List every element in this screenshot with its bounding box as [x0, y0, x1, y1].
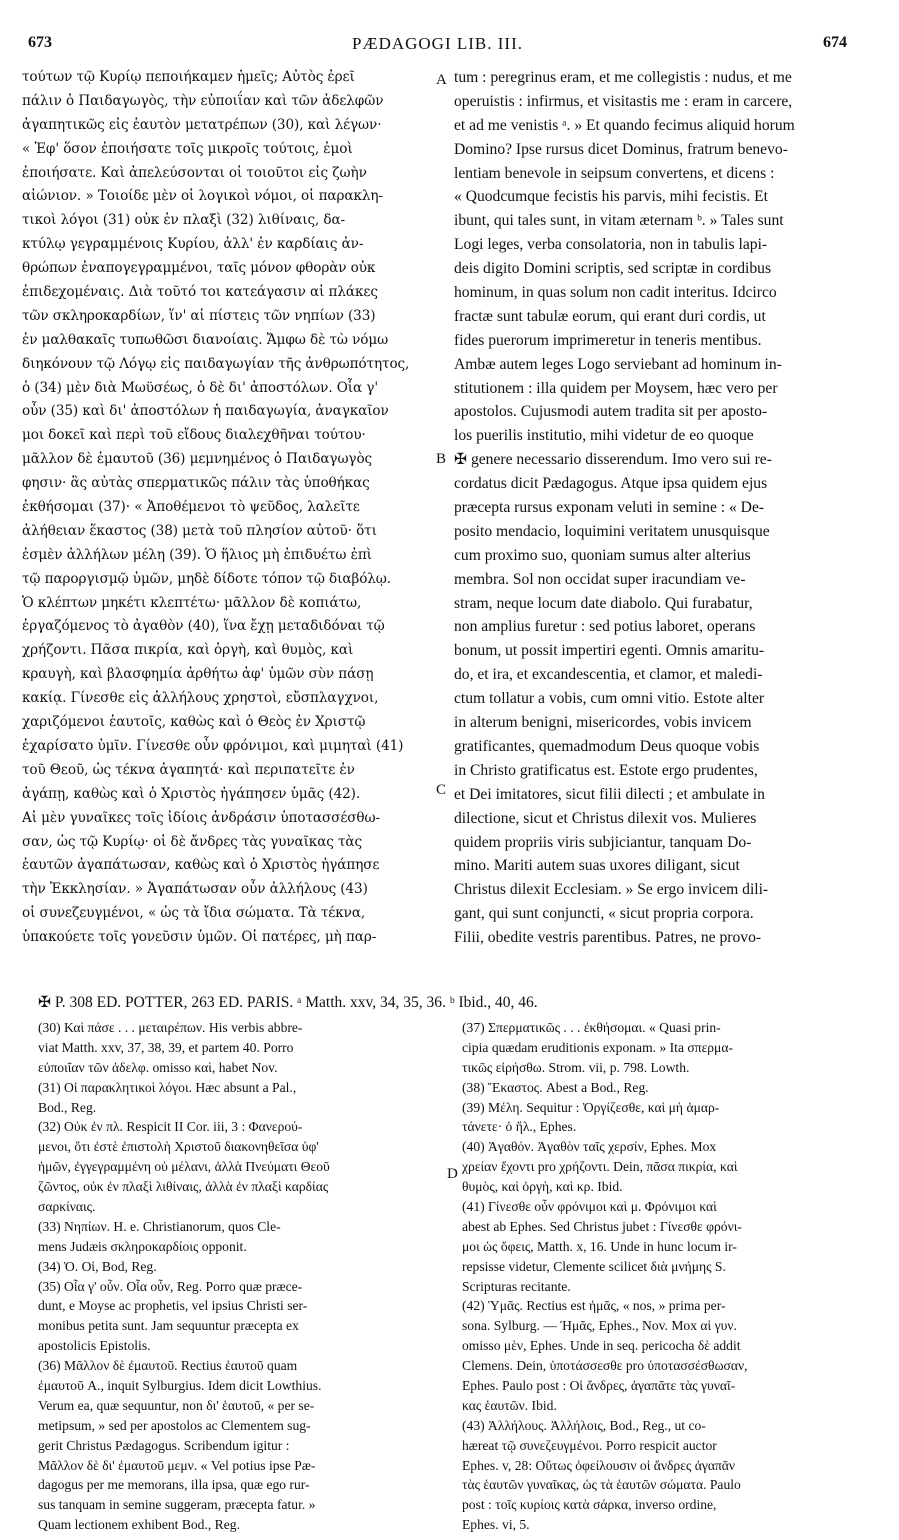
latin-text-line: Filii, obedite vestris parentibus. Patres, ne provo- — [454, 929, 762, 947]
greek-text-line: ἐργαζόμενος τὸ ἀγαθὸν (40), ἵνα ἔχῃ μεταδιδόναι τῷ — [22, 618, 385, 635]
greek-text-line: ἐπιδεχομέναις. Διὰ τοῦτό τοι κατεάγασιν αἱ πλάκες — [22, 284, 378, 301]
greek-text-line: κακίᾳ. Γίνεσθε εἰς ἀλλήλους χρηστοὶ, εὔσπλαγχνοι, — [22, 690, 379, 707]
latin-text-line: dilectione, sicut et Christus dilexit vos. Mulieres — [454, 809, 757, 827]
greek-text-line: ἐκθήσομαι (37)· « Ἀποθέμενοι τὸ ψεῦδος, λαλεῖτε — [22, 499, 360, 516]
right-page-number: 674 — [823, 34, 847, 51]
latin-text-line: hominum, in quas solum non cadit interitus. Idcirco — [454, 284, 777, 302]
note-line: (36) Μᾶλλον δὲ ἐμαυτοῦ. Rectius ἑαυτοῦ quam — [38, 1358, 298, 1374]
note-line: (41) Γίνεσθε οὖν φρόνιμοι καὶ μ. Φρόνιμοι καὶ — [462, 1199, 717, 1215]
greek-text-line: ἀγάπῃ, καθὼς καὶ ὁ Χριστὸς ἠγάπησεν ὑμᾶς (42). — [22, 785, 361, 802]
greek-text-line: τικοὶ λόγοι (31) οὐκ ἐν πλαξὶ (32) λιθίναις, δα- — [22, 212, 346, 229]
margin-marker-d: D — [447, 1166, 458, 1182]
note-line: dagogus per me memorans, illa ipsa, quæ ego rur- — [38, 1477, 310, 1493]
note-line: repsisse videtur, Clemente scilicet διὰ μνήμης S. — [462, 1258, 726, 1274]
greek-text-line: ἐποιήσατε. Καὶ ἀπελεύσονται οἱ τοιοῦτοι εἰς ζωὴν — [22, 164, 367, 181]
note-line: (39) Μέλη. Sequitur : Ὀργίζεσθε, καὶ μὴ ἁμαρ- — [462, 1099, 720, 1115]
latin-text-line: non amplius furetur : sed potius laboret, operans — [454, 618, 756, 636]
latin-text-line: deis digito Domini scriptis, sed scriptæ in cordibus — [454, 260, 772, 278]
greek-text-line: ὑπακούετε τοῖς γονεῦσιν ὑμῶν. Οἱ πατέρες, μὴ παρ- — [22, 929, 377, 946]
greek-text-column — [22, 66, 428, 950]
page-header — [28, 34, 847, 58]
greek-text-line: τούτων τῷ Κυρίῳ πεποιήκαμεν ἡμεῖς; Αὐτὸς ἐρεῖ — [22, 69, 355, 85]
greek-text-line: κραυγὴ, καὶ βλασφημία ἀρθήτω ἀφ' ὑμῶν σὺν πάσῃ — [22, 666, 374, 683]
latin-text-line: posito mendacio, loquimini veritatem unusquisque — [454, 522, 770, 540]
note-line: Ephes. vi, 5. — [462, 1517, 530, 1533]
note-line: Ephes. v, 28: Οὕτως ὀφείλουσιν οἱ ἄνδρες ἀγαπᾶν — [462, 1457, 736, 1473]
notes-left-column — [38, 1018, 442, 1535]
note-line: (40) Ἀγαθόν. Ἀγαθὸν ταῖς χερσίν, Ephes. Mox — [462, 1139, 717, 1155]
note-line: apostolicis Epistolis. — [38, 1338, 151, 1354]
note-line: Μᾶλλον δὲ δι' ἐμαυτοῦ μεμν. « Vel potius ipse Pæ- — [38, 1457, 316, 1473]
greek-text-line: ἐχαρίσατο ὑμῖν. Γίνεσθε οὖν φρόνιμοι, καὶ μιμηταὶ (41) — [22, 737, 404, 754]
latin-text-line: ✠ genere necessario disserendum. Imo vero sui re- — [454, 451, 772, 469]
note-line: θυμὸς, καὶ ὀργὴ, καὶ κρ. Ibid. — [462, 1179, 623, 1195]
greek-text-line: τοῦ Θεοῦ, ὡς τέκνα ἀγαπητά· καὶ περιπατεῖτε ἐν — [22, 761, 355, 778]
latin-text-line: operuistis : infirmus, et visitastis me : eram in carcere, — [454, 92, 793, 110]
note-line: (32) Οὐκ ἐν πλ. Respicit II Cor. iii, 3 : Φανερού- — [38, 1119, 303, 1135]
latin-text-line: Logi leges, verba consolatoria, non in tabulis lapi- — [454, 236, 768, 254]
latin-text-line: Domino? Ipse rursus dicet Dominus, fratrum benevo- — [454, 140, 788, 158]
margin-marker-c: C — [436, 782, 447, 798]
note-line: (42) Ὑμᾶς. Rectius est ἡμᾶς, « nos, » prima per- — [462, 1298, 726, 1314]
greek-text-line: ἐν μαλθακαῖς τυπωθῶσι διανοίαις. Ἄμφω δὲ τὼ νόμω — [22, 331, 389, 348]
latin-text-line: præcepta rursus exponam veluti in semine : « De- — [454, 499, 765, 517]
latin-text-line: in Christo gratificatus est. Estote ergo prudentes, — [454, 761, 758, 779]
note-line: Verum ea, quæ sequuntur, non δι' ἑαυτοῦ, « per se- — [38, 1397, 315, 1413]
greek-text-line: οἱ συνεζευγμένοι, « ὡς τὰ ἴδια σώματα. Τὰ τέκνα, — [22, 905, 366, 922]
latin-text-line: gant, qui sunt conjuncti, « sicut propria corpora. — [454, 905, 754, 923]
latin-text-line: bonum, ut possit impertiri egenti. Omnis amaritu- — [454, 642, 765, 660]
greek-text-line: θρώπων ἐναπογεγραμμένοι, ταῖς μόνον φθορὰν οὐκ — [22, 260, 376, 277]
latin-text-line: gratificantes, quemadmodum Deus quoque vobis — [454, 737, 760, 755]
note-line: κας ἑαυτῶν. Ibid. — [462, 1397, 557, 1413]
left-page-number: 673 — [28, 34, 52, 51]
note-line: ἡμῶν, ἐγγεγραμμένη οὐ μέλανι, ἀλλὰ Πνεύματι Θεοῦ — [38, 1159, 330, 1175]
greek-text-line: « Ἐφ' ὅσον ἐποιήσατε τοῖς μικροῖς τούτοις, ἐμοὶ — [22, 140, 353, 157]
greek-text-line: οὖν (35) καὶ δι' ἀποστόλων ἡ παιδαγωγία, ἀναγκαῖον — [22, 403, 389, 420]
latin-text-line: Christus dilexit Ecclesiam. » Se ergo invicem dili- — [454, 881, 769, 899]
greek-text-line: χαριζόμενοι ἑαυτοῖς, καθὼς καὶ ὁ Θεὸς ἐν Χριστῷ — [22, 714, 366, 731]
greek-text-line: πάλιν ὁ Παιδαγωγὸς, τὴν εὐποιΐαν καὶ τῶν ἀδελφῶν — [22, 92, 384, 109]
note-line: (43) Ἀλλήλους. Ἀλλήλοις, Bod., Reg., ut co- — [462, 1417, 706, 1433]
note-line: post : τοῖς κυρίοις κατὰ σάρκα, inverso ordine, — [462, 1497, 717, 1513]
note-line: Scripturas recitante. — [462, 1278, 571, 1294]
note-line: Ephes. Paulo post : Οἱ ἄνδρες, ἀγαπᾶτε τὰς γυναῖ- — [462, 1378, 736, 1394]
note-line: hæreat τῷ συνεζευγμένοι. Porro respicit auctor — [462, 1437, 717, 1453]
note-line: (38) Ἕκαστος. Abest a Bod., Reg. — [462, 1079, 649, 1095]
latin-text-line: lentiam benevole in seipsum convertens, et dicens : — [454, 164, 775, 182]
latin-text-column — [454, 66, 870, 950]
note-line: Clemens. Dein, ὑποτάσσεσθε pro ὑποτασσέσθωσαν, — [462, 1358, 748, 1374]
notes-right-column — [462, 1018, 874, 1535]
greek-text-line: Αἱ μὲν γυναῖκες τοῖς ἰδίοις ἀνδράσιν ὑποτασσέσθω- — [22, 809, 380, 826]
latin-text-line: Ambæ autem leges Logo serviebant ad hominum in- — [454, 355, 782, 373]
note-line: (30) Καὶ πάσε . . . μεταιρέπων. His verbis abbre- — [38, 1020, 303, 1035]
greek-text-line: ἀλήθειαν ἕκαστος (38) μετὰ τοῦ πλησίον αὐτοῦ· ὅτι — [22, 522, 377, 539]
greek-text-line: τῶν σκληροκαρδίων, ἵν' αἱ πίστεις τῶν νηπίων (33) — [22, 307, 376, 324]
greek-text-line: σαν, ὡς τῷ Κυρίῳ· οἱ δὲ ἄνδρες τὰς γυναῖκας τὰς — [22, 833, 363, 850]
latin-text-line: los puerilis institutio, mihi videtur de eo quoque — [454, 427, 754, 445]
latin-text-line: et ad me venistis ᵃ. » Et quando fecimus aliquid horum — [454, 116, 795, 134]
note-line: χρείαν ἔχοντι pro χρήζοντι. Dein, πᾶσα πικρία, καὶ — [462, 1159, 738, 1175]
greek-text-line: τῷ παροργισμῷ ὑμῶν, μηδὲ δίδοτε τόπον τῷ διαβόλῳ. — [22, 570, 392, 587]
note-line: τάνετε· ὁ ἥλ., Ephes. — [462, 1119, 577, 1135]
note-line: (33) Νηπίων. H. e. Christianorum, quos Cle- — [38, 1218, 281, 1234]
latin-text-line: ibunt, qui tales sunt, in vitam æternam ᵇ. » Tales sunt — [454, 212, 784, 230]
note-line: σαρκίναις. — [38, 1199, 96, 1215]
greek-text-line: μοι δοκεῖ καὶ περὶ τοῦ εἴδους διαλεχθῆναι τούτου· — [22, 427, 366, 444]
greek-text-line: ἑαυτῶν ἀγαπάτωσαν, καθὼς καὶ ὁ Χριστὸς ἠγάπησε — [22, 857, 380, 874]
note-line: gerit Christus Pædagogus. Scribendum igitur : — [38, 1437, 290, 1453]
latin-text-line: et Dei imitatores, sicut filii dilecti ; et ambulate in — [454, 785, 765, 803]
latin-text-line: stitutionem : illa quidem per Moysem, hæc vero per — [454, 379, 778, 397]
note-line: εὐποιΐαν τῶν ἀδελφ. omisso καὶ, habet Nov. — [38, 1059, 278, 1075]
greek-text-line: χρήζοντι. Πᾶσα πικρία, καὶ ὀργὴ, καὶ θυμὸς, καὶ — [22, 642, 354, 659]
note-line: Quam lectionem exhibent Bod., Reg. — [38, 1517, 240, 1533]
note-line: sus tanquam in semine suggeram, præcepta fatur. » — [38, 1497, 316, 1513]
greek-text-line: Ὁ κλέπτων μηκέτι κλεπτέτω· μᾶλλον δὲ κοπιάτω, — [22, 594, 362, 611]
note-line: μοι ὡς ὄφεις, Matth. x, 16. Unde in hunc locum ir- — [462, 1238, 737, 1254]
latin-text-line: in alterum benigni, misericordes, vobis invicem — [454, 714, 752, 732]
note-line: viat Matth. xxv, 37, 38, 39, et partem 40. Porro — [38, 1039, 294, 1055]
latin-text-line: fractæ sunt tabulæ eorum, qui erant duri cordis, ut — [454, 307, 766, 325]
note-line: Bod., Reg. — [38, 1099, 97, 1115]
note-line: ζῶντος, οὐκ ἐν πλαξὶ λιθίναις, ἀλλὰ ἐν πλαξὶ καρδίας — [38, 1179, 329, 1195]
greek-text-line: ὁ (34) μὲν διὰ Μωϋσέως, ὁ δὲ δι' ἀποστόλων. Οἷα γ' — [22, 379, 378, 396]
running-title: PÆDAGOGI LIB. III. — [352, 34, 523, 53]
latin-text-line: membra. Sol non occidat super iracundiam ve- — [454, 570, 746, 588]
page-footnote-line: ✠ P. 308 ED. POTTER, 263 ED. PARIS. ᵃ Matth. xxv, 34, 35, 36. ᵇ Ibid., 40, 46. — [38, 994, 538, 1011]
latin-text-line: ctum tollatur a vobis, cum omni vitio. Estote alter — [454, 690, 765, 708]
margin-marker-a: A — [436, 72, 447, 88]
greek-text-line: αἰώνιον. » Τοιοίδε μὲν οἱ λογικοὶ νόμοι, οἱ παρακλη- — [22, 188, 383, 205]
note-line: sona. Sylburg. — Ἡμᾶς, Ephes., Nov. Mox αἱ γυν. — [462, 1318, 737, 1334]
latin-text-line: tum : peregrinus eram, et me collegistis : nudus, et me — [454, 69, 792, 86]
greek-text-line: μᾶλλον δὲ ἐμαυτοῦ (36) μεμνημένος ὁ Παιδαγωγὸς — [22, 451, 373, 468]
latin-text-line: cum proximo suo, quoniam sumus alter alterius — [454, 546, 751, 564]
note-line: ἐμαυτοῦ A., inquit Sylburgius. Idem dicit Lowthius. — [38, 1378, 322, 1394]
note-line: cipia quædam eruditionis exponam. » Ita σπερμα- — [462, 1039, 733, 1055]
greek-text-line: τὴν Ἐκκλησίαν. » Ἀγαπάτωσαν οὖν ἀλλήλους (43) — [22, 881, 368, 898]
note-line: abest ab Ephes. Sed Christus jubet : Γίνεσθε φρόνι- — [462, 1218, 742, 1234]
note-line: τὰς ἑαυτῶν γυναῖκας, ὡς τὰ ἑαυτῶν σώματα. Paulo — [462, 1477, 741, 1493]
note-line: omisso μὲν, Ephes. Unde in seq. pericocha δὲ addit — [462, 1338, 741, 1354]
note-line: (37) Σπερματικῶς . . . ἐκθήσομαι. « Quasi prin- — [462, 1020, 721, 1035]
latin-text-line: stram, neque locum date diabolo. Qui furabatur, — [454, 594, 753, 612]
greek-text-line: ἐσμὲν ἀλλήλων μέλη (39). Ὁ ἥλιος μὴ ἐπιδυέτω ἐπὶ — [22, 546, 372, 563]
latin-text-line: cordatus dicit Pædagogus. Atque ipsa quidem ejus — [454, 475, 768, 493]
note-line: μενοι, ὅτι ἐστὲ ἐπιστολὴ Χριστοῦ διακονηθεῖσα ὑφ' — [38, 1139, 319, 1155]
note-line: (31) Οἱ παρακλητικοὶ λόγοι. Hæc absunt a Pal., — [38, 1079, 297, 1095]
latin-text-line: mino. Mariti autem suas uxores diligant, sicut — [454, 857, 740, 875]
note-line: (35) Οἷα γ' οὖν. Οἷα οὖν, Reg. Porro quæ præce- — [38, 1278, 303, 1294]
latin-text-line: do, et ira, et excandescentia, et clamor, et maledi- — [454, 666, 763, 684]
latin-text-line: fides puerorum imprimeretur in teneris mentibus. — [454, 331, 762, 349]
note-line: τικῶς εἰρήσθω. Strom. vii, p. 798. Lowth. — [462, 1059, 690, 1075]
margin-marker-b: B — [436, 451, 447, 467]
latin-text-line: apostolos. Cujusmodi autem tradita sit per aposto- — [454, 403, 768, 421]
latin-text-line: « Quodcumque fecistis his parvis, mihi fecistis. Et — [454, 188, 768, 206]
latin-text-line: quidem propriis viris subjiciantur, tanquam Do- — [454, 833, 752, 851]
greek-text-line: διηκόνουν τῷ Λόγῳ εἰς παιδαγωγίαν τῆς ἀνθρωπότητος, — [22, 355, 410, 372]
note-line: mens Judæis σκληροκαρδίοις opponit. — [38, 1238, 247, 1254]
greek-text-line: κτύλῳ γεγραμμένοις Κυρίου, ἀλλ' ἐν καρδίαις ἀν- — [22, 236, 364, 253]
note-line: monibus petita sunt. Jam sequuntur præcepta ex — [38, 1318, 299, 1334]
note-line: dunt, e Moyse ac prophetis, vel ipsius Christi ser- — [38, 1298, 308, 1314]
note-line: (34) Ὁ. Οἱ, Bod, Reg. — [38, 1258, 157, 1274]
greek-text-line: φησιν· ἃς αὐτὰς σπερματικῶς πάλιν τὰς ὑποθήκας — [22, 475, 370, 492]
greek-text-line: ἀγαπητικῶς εἰς ἑαυτὸν μετατρέπων (30), καὶ λέγων· — [22, 116, 382, 133]
note-line: metipsum, » sed per apostolos ac Clementem sug- — [38, 1417, 311, 1433]
